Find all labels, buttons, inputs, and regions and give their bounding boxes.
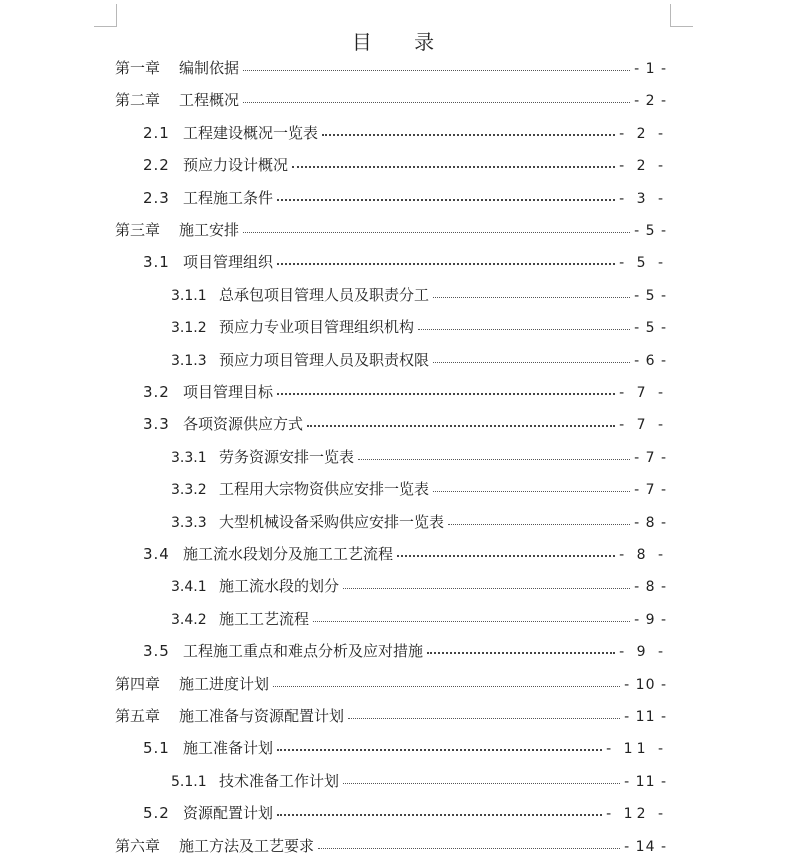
toc-entry[interactable] xyxy=(143,802,667,824)
toc-dot-leader xyxy=(273,685,620,687)
toc-entry-number: 3.1.2 xyxy=(171,320,207,337)
toc-entry[interactable] xyxy=(143,543,667,565)
toc-dot-leader xyxy=(448,523,630,525)
toc-entry-label: 项目管理组织 xyxy=(183,253,274,272)
toc-entry[interactable] xyxy=(143,251,667,273)
toc-entry-page: - 5 - xyxy=(634,223,667,239)
toc-entry-label: 资源配置计划 xyxy=(183,804,274,823)
toc-entry[interactable] xyxy=(171,478,667,500)
toc-entry-page: - 5 - xyxy=(634,320,667,337)
toc-entry[interactable] xyxy=(143,413,667,435)
toc-entry-label: 施工进度计划 xyxy=(179,674,270,693)
toc-entry-label: 施工工艺流程 xyxy=(219,609,310,628)
toc-dot-leader xyxy=(322,133,615,136)
toc-entry[interactable] xyxy=(143,381,667,403)
toc-entry[interactable] xyxy=(115,673,667,695)
toc-entry-number: 3.3 xyxy=(143,415,170,434)
toc-dot-leader xyxy=(318,847,620,849)
toc-entry-number: 3.4.1 xyxy=(171,579,207,596)
toc-entry-label: 劳务资源安排一览表 xyxy=(219,447,355,466)
toc-entry-label: 项目管理目标 xyxy=(183,383,274,401)
toc-dot-leader xyxy=(277,748,602,751)
toc-entry-page: - 2 - xyxy=(619,158,667,175)
toc-entry[interactable] xyxy=(143,187,667,209)
toc-entry-label: 施工准备计划 xyxy=(183,739,274,758)
toc-dot-leader xyxy=(427,651,615,654)
margin-corner-mark xyxy=(670,4,693,27)
toc-entry-label: 工程施工重点和难点分析及应对措施 xyxy=(183,642,424,661)
page-title: 目 录 xyxy=(351,30,453,54)
toc-entry-number: 3.1 xyxy=(143,253,170,272)
toc-entry-number: 第二章 xyxy=(115,91,161,110)
toc-dot-leader xyxy=(418,328,630,330)
toc-entry-number: 第五章 xyxy=(115,707,161,725)
toc-dot-leader xyxy=(243,231,630,233)
toc-entry-label: 总承包项目管理人员及职责分工 xyxy=(219,285,430,304)
toc-entry-number: 第三章 xyxy=(115,221,161,239)
toc-entry[interactable] xyxy=(171,446,667,468)
toc-entry-label: 预应力项目管理人员及职责权限 xyxy=(219,350,430,369)
toc-entry-number: 5.1 xyxy=(143,739,170,758)
toc-entry[interactable] xyxy=(171,349,667,371)
toc-entry-label: 预应力专业项目管理组织机构 xyxy=(219,318,415,337)
toc-dot-leader xyxy=(348,717,620,719)
toc-entry-label: 施工安排 xyxy=(179,221,240,239)
toc-entry-label: 工程用大宗物资供应安排一览表 xyxy=(219,480,430,499)
toc-entry-page: - 8 - xyxy=(634,514,667,531)
toc-entry-page: - 11 - xyxy=(624,709,667,725)
toc-entry[interactable] xyxy=(171,284,667,306)
toc-entry-page: - 12 - xyxy=(606,806,667,823)
toc-entry-label: 施工方法及工艺要求 xyxy=(179,836,315,855)
toc-entry-number: 3.1.3 xyxy=(171,352,207,369)
toc-dot-leader xyxy=(277,813,602,816)
toc-entry-page: - 7 - xyxy=(634,449,667,466)
toc-dot-leader xyxy=(397,554,615,557)
toc-entry-number: 5.1.1 xyxy=(171,773,207,790)
toc-dot-leader xyxy=(277,198,615,201)
toc-entry[interactable] xyxy=(171,770,667,792)
toc-entry-label: 工程概况 xyxy=(179,91,240,110)
toc-entry-number: 3.5 xyxy=(143,642,170,661)
toc-entry-page: - 1 - xyxy=(634,61,667,77)
toc-entry-number: 2.1 xyxy=(143,123,170,142)
toc-entry-page: - 11 - xyxy=(606,741,667,758)
toc-entry-page: - 2 - xyxy=(619,125,667,142)
toc-entry[interactable] xyxy=(171,511,667,533)
toc-entry[interactable] xyxy=(143,154,667,176)
toc-entry[interactable] xyxy=(115,705,667,727)
toc-dot-leader xyxy=(343,782,620,784)
toc-entry-number: 3.4.2 xyxy=(171,611,207,628)
toc-dot-leader xyxy=(433,361,630,363)
toc-entry-page: - 9 - xyxy=(619,644,667,661)
toc-entry[interactable] xyxy=(115,835,667,857)
toc-entry-label: 预应力设计概况 xyxy=(183,156,289,175)
toc-entry-number: 第四章 xyxy=(115,674,161,693)
toc-entry[interactable] xyxy=(115,89,667,111)
toc-entry[interactable] xyxy=(171,316,667,338)
toc-entry-page: - 7 - xyxy=(619,385,667,401)
toc-entry-number: 2.2 xyxy=(143,156,170,175)
toc-entry[interactable] xyxy=(143,640,667,662)
toc-dot-leader xyxy=(433,296,630,298)
toc-entry-number: 3.3.2 xyxy=(171,482,207,499)
toc-entry-label: 工程施工条件 xyxy=(183,188,274,207)
toc-entry-label: 大型机械设备采购供应安排一览表 xyxy=(219,512,445,531)
toc-entry-number: 第一章 xyxy=(115,59,161,77)
toc-entry-page: - 3 - xyxy=(619,190,667,207)
toc-entry-number: 3.3.1 xyxy=(171,449,207,466)
margin-corner-mark xyxy=(94,4,117,27)
toc-dot-leader xyxy=(358,458,630,460)
toc-entry-page: - 8 - xyxy=(619,547,667,563)
toc-entry-number: 3.2 xyxy=(143,383,170,401)
toc-dot-leader xyxy=(313,620,630,622)
toc-entry-page: - 8 - xyxy=(634,579,667,596)
toc-entry-page: - 11 - xyxy=(624,773,667,790)
toc-entry-page: - 2 - xyxy=(634,93,667,110)
toc-entry-number: 5.2 xyxy=(143,804,170,823)
toc-dot-leader xyxy=(433,490,630,492)
toc-entry-number: 3.4 xyxy=(143,545,170,563)
toc-entry-label: 工程建设概况一览表 xyxy=(183,123,319,142)
toc-dot-leader xyxy=(243,69,630,71)
toc-entry[interactable] xyxy=(143,737,667,759)
toc-entry-number: 第六章 xyxy=(115,836,161,855)
toc-entry-number: 3.3.3 xyxy=(171,514,207,531)
toc-dot-leader xyxy=(277,262,615,265)
toc-entry-label: 施工流水段划分及施工工艺流程 xyxy=(183,545,394,563)
toc-dot-leader xyxy=(292,165,615,168)
toc-dot-leader xyxy=(343,587,630,589)
toc-entry-label: 技术准备工作计划 xyxy=(219,771,340,790)
toc-entry-page: - 7 - xyxy=(634,482,667,499)
toc-entry-number: 2.3 xyxy=(143,188,170,207)
toc-entry[interactable] xyxy=(115,57,667,79)
toc-entry[interactable] xyxy=(143,122,667,144)
toc-entry-page: - 14 - xyxy=(624,838,667,855)
toc-entry-label: 各项资源供应方式 xyxy=(183,415,304,434)
toc-entry-label: 施工准备与资源配置计划 xyxy=(179,707,345,725)
toc-entry-page: - 6 - xyxy=(634,352,667,369)
toc-entry-label: 施工流水段的划分 xyxy=(219,577,340,596)
toc-entry[interactable] xyxy=(115,219,667,241)
toc-dot-leader xyxy=(243,101,630,103)
toc-entry-label: 编制依据 xyxy=(179,59,240,77)
toc-entry-page: - 5 - xyxy=(634,287,667,304)
toc-entry-number: 3.1.1 xyxy=(171,287,207,304)
toc-entry-page: - 10 - xyxy=(624,676,667,693)
toc-entry-page: - 9 - xyxy=(634,611,667,628)
toc-entry[interactable] xyxy=(171,575,667,597)
toc-dot-leader xyxy=(277,392,615,395)
toc-entry-page: - 5 - xyxy=(619,255,667,272)
toc-entry[interactable] xyxy=(171,608,667,630)
toc-dot-leader xyxy=(307,424,615,427)
toc-entry-page: - 7 - xyxy=(619,417,667,434)
